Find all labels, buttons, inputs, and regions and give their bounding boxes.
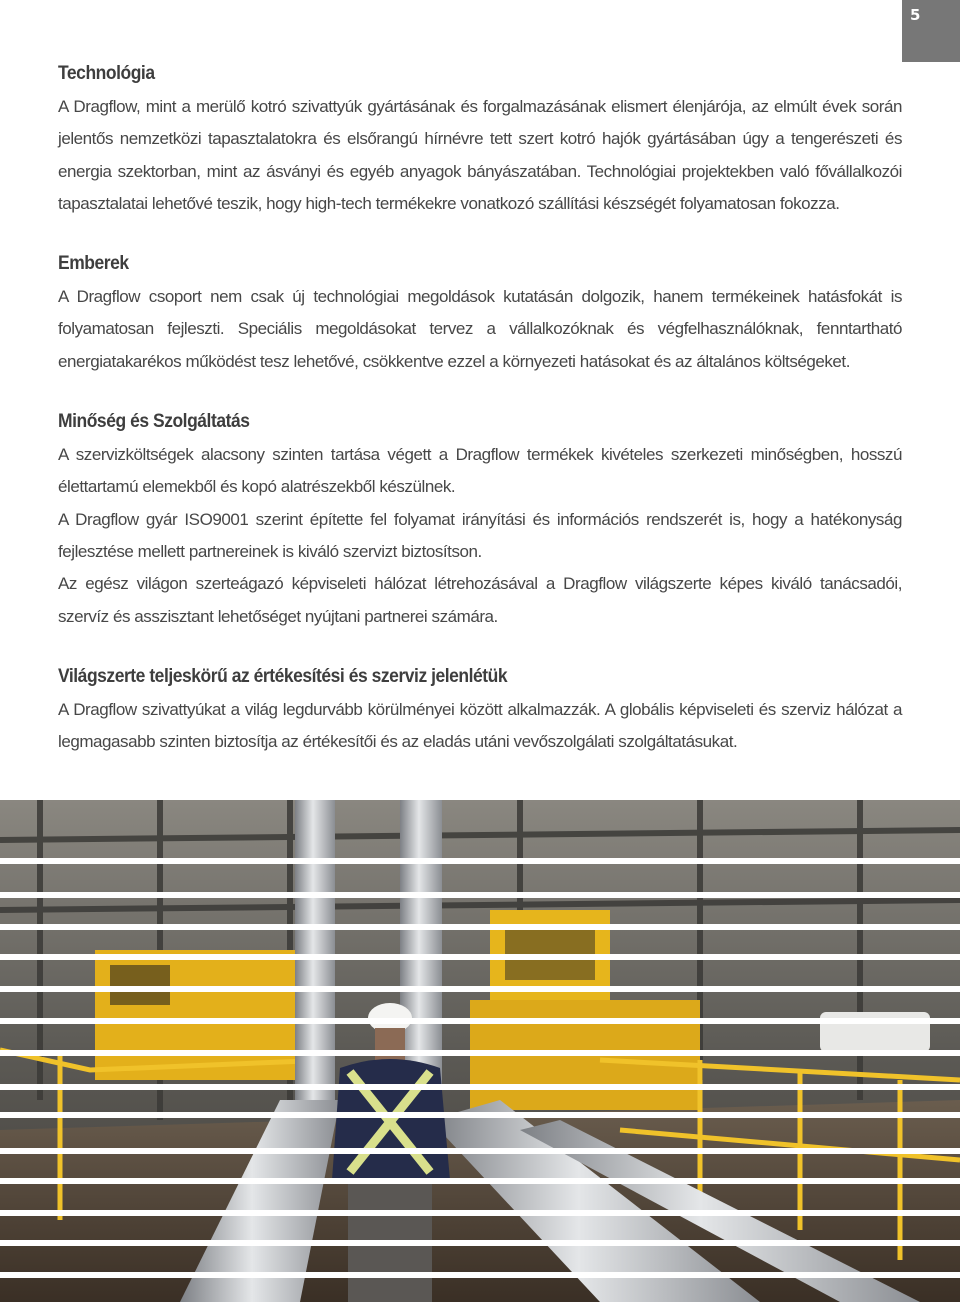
section-technologia	[58, 58, 902, 220]
section-emberek	[58, 248, 902, 378]
section-vilagszerte	[58, 661, 902, 759]
section-heading: Technológia	[58, 63, 155, 84]
section-paragraph: A Dragflow szivattyúkat a világ legdurvább körülményei között alkalmazzák. A globális képviseleti és szerviz hálózat a legmagasabb szinten biztosítja az értékesítői és az eladás utáni vevőszolgálati szolgáltatásukat.	[58, 699, 902, 752]
section-heading: Emberek	[58, 253, 129, 275]
section-paragraph: A Dragflow csoport nem csak új technológiai megoldások kutatásán dolgozik, hanem termékeinek hatásfokát is folyamatosan fejleszti. Speciális megoldásokat tervez a vállalkozóknak és végfelhasználóknak, fenntartható energiatakarékos működést tesz lehetővé, csökkentve ezzel a környezeti hatásokat és az általános költségeket.	[58, 287, 902, 371]
section-paragraph: Az egész világon szerteágazó képviseleti hálózat létrehozásával a Dragflow világszerte képes kiváló tanácsadói, szervíz és asszisztant lehetőséget nyújtani partnerei számára.	[58, 574, 902, 626]
industrial-site-photo	[0, 800, 960, 1302]
section-paragraph: A Dragflow gyár ISO9001 szerint építette fel folyamat irányítási és információs rendszerét is, hogy a hatékonyság fejlesztése mellett partnereinek is kiváló szervizt biztosítson.	[58, 509, 902, 561]
section-paragraph: A Dragflow, mint a merülő kotró szivattyúk gyártásának és forgalmazásának elismert élenjárója, az elmúlt évek során jelentős nemzetközi tapasztalatokra és elsőrangú hírnévre tett szert kotró hajók gyártásában úgy a tengerészeti és energia szektorban, mint az ásványi és egyéb anyagok bányászatában. Technológiai projektekben való fővállalkozói tapasztalatai lehetővé teszik, hogy high-tech termékekre vonatkozó szállítási készségét folyamatosan fokozza.	[58, 97, 902, 213]
section-minoseg	[58, 406, 902, 633]
photo-illustration	[0, 800, 960, 1302]
article-content	[58, 58, 902, 786]
page-number: 5	[910, 6, 921, 24]
section-heading: Világszerte teljeskörű az értékesítési és szerviz jelenlétük	[58, 665, 508, 687]
section-heading: Minőség és Szolgáltatás	[58, 411, 250, 433]
page-number-tab	[902, 0, 960, 62]
section-paragraph: A szervizköltségek alacsony szinten tartása végett a Dragflow termékek kivételes szerkezeti minőségben, hosszú élettartamú elemekből és kopó alatrészekből készülnek.	[58, 445, 902, 497]
